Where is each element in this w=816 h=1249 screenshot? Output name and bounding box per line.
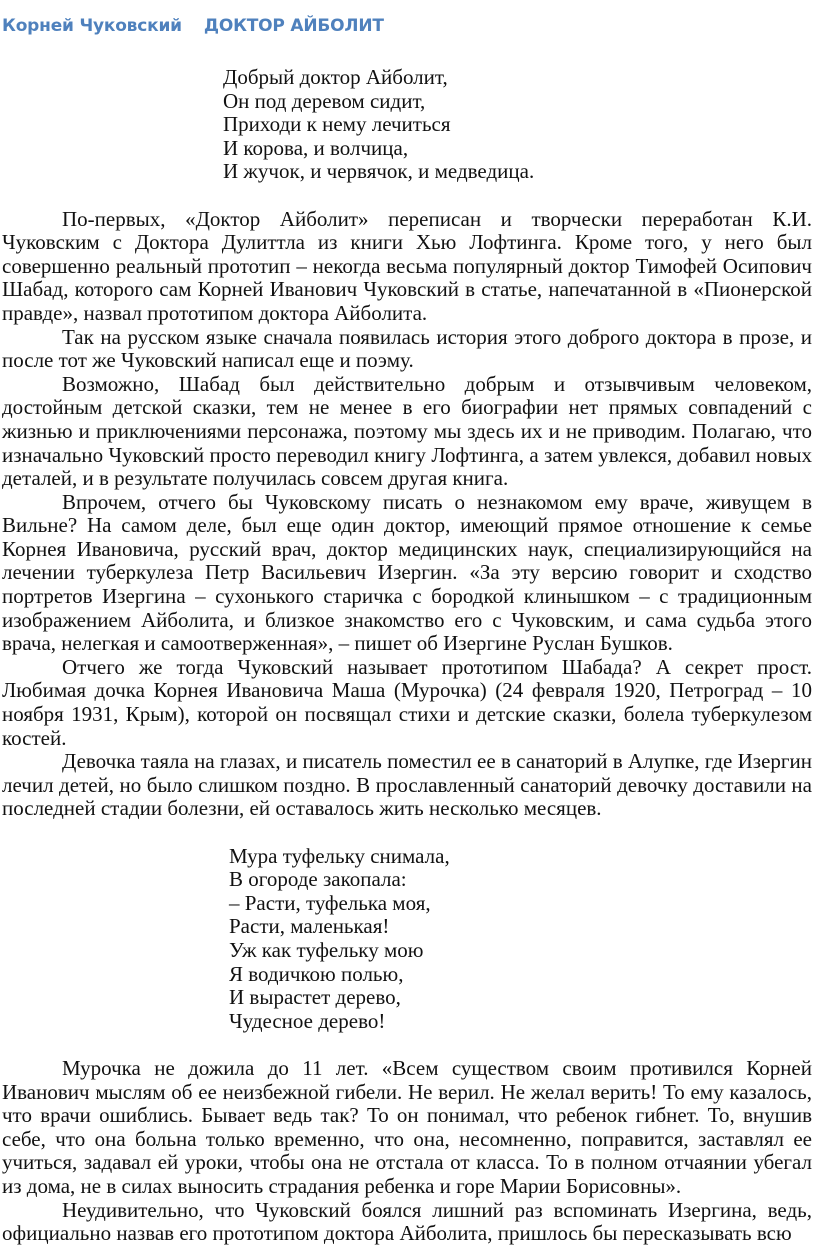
poem-line: Он под деревом сидит, — [223, 88, 426, 113]
poem-line: – Расти, туфелька моя, — [229, 890, 431, 915]
paragraph: Возможно, Шабад был действительно добрым и отзывчивым человеком, достойным детской сказки, тем не менее в его биографии нет прямых совпадений с жизнью и приключениями персонажа, поэтому мы здесь их и не приводим. Полагаю, что изначально Чуковский просто переводил книгу Лофтинга, а затем увлекся, добавил новых деталей, и в результате получилась совсем другая книга. — [2, 371, 812, 491]
paragraph: Девочка таяла на глазах, и писатель поместил ее в санаторий в Алупке, где Изергин лечил детей, но было слишком поздно. В прославленный санаторий девочку доставили на последней стадии болезни, ей оставалось жить несколько месяцев. — [2, 749, 812, 821]
poem-line: Я водичкою полью, — [229, 961, 404, 986]
poem-line: Добрый доктор Айболит, — [223, 65, 448, 89]
document-title: ДОКТОР АЙБОЛИТ — [203, 16, 384, 36]
paragraph: Неудивительно, что Чуковский боялся лишний раз вспоминать Изергина, ведь, официально назвав его прототипом доктора Айболита, пришлось бы пересказывать всю — [2, 1197, 812, 1246]
poem-line: И вырастет дерево, — [229, 985, 401, 1010]
paragraph: Впрочем, отчего бы Чуковскому писать о незнакомом ему враче, живущем в Вильне? На самом деле, был еще один доктор, имеющий прямое отношение к семье Корнея Ивановича, русский врач, доктор медицинских наук, специализирующийся на лечении туберкулеза Петр Васильевич Изергин. «За эту версию говорит и сходство портретов Изергина – сухонького старичка с бородкой клинышком – с традиционным изображением Айболита, и близкое знакомство его с Чуковским, и сама судьба этого врача, нелегкая и самоотверженная», – пишет об Изергине Руслан Бушков. — [2, 489, 812, 656]
paragraph: По-первых, «Доктор Айболит» переписан и творчески переработан К.И. Чуковским с Доктора Дулиттла из книги Хью Лофтинга. Кроме того, у него был совершенно реальный прототип – некогда весьма популярный доктор Тимофей Осипович Шабад, которого сам Корней Иванович Чуковский в статье, напечатанной в «Пионерской правде», назвал прототипом доктора Айболита. — [2, 206, 812, 325]
poem-line: И корова, и волчица, — [223, 135, 409, 160]
paragraph: Отчего же тогда Чуковский называет прототипом Шабада? А секрет прост. Любимая дочка Корнея Ивановича Маша (Мурочка) (24 февраля 1920, Петроград – 10 ноября 1931, Крым), которой он посвящал стихи и детские сказки, болела туберкулезом костей. — [2, 654, 812, 750]
paragraph: Мурочка не дожила до 11 лет. «Всем существом своим противился Корней Иванович мыслям об ее неизбежной гибели. Не верил. Не желал верить! То ему казалось, что врачи ошиблись. Бывает ведь так? То он понимал, что ребенок гибнет. То, внушив себе, что она больна только временно, что она, несомненно, поправится, заставлял ее учиться, задавал ей уроки, чтобы она не отстала от класса. То в полном отчаянии убегал из дома, не в силах выносить страдания ребенка и горе Марии Борисовны». — [2, 1055, 812, 1198]
poem-line: Чудесное дерево! — [229, 1008, 386, 1033]
poem-line: Мура туфельку снимала, — [229, 843, 450, 868]
document-header — [2, 16, 384, 36]
poem-line: Уж как туфельку мою — [229, 937, 424, 962]
poem-line: В огороде закопала: — [229, 867, 407, 892]
poem-line: Приходи к нему лечиться — [223, 112, 451, 137]
document-body — [2, 66, 812, 1246]
poem-stanza-1 — [223, 66, 812, 184]
poem-stanza-2 — [223, 845, 812, 1034]
paragraph: Так на русском языке сначала появилась история этого доброго доктора в прозе, и после тот же Чуковский написал еще и поэму. — [2, 324, 812, 373]
poem-line: Расти, маленькая! — [229, 914, 390, 939]
poem-line: И жучок, и червячок, и медведица. — [223, 159, 535, 184]
author-name: Корней Чуковский — [2, 16, 182, 36]
